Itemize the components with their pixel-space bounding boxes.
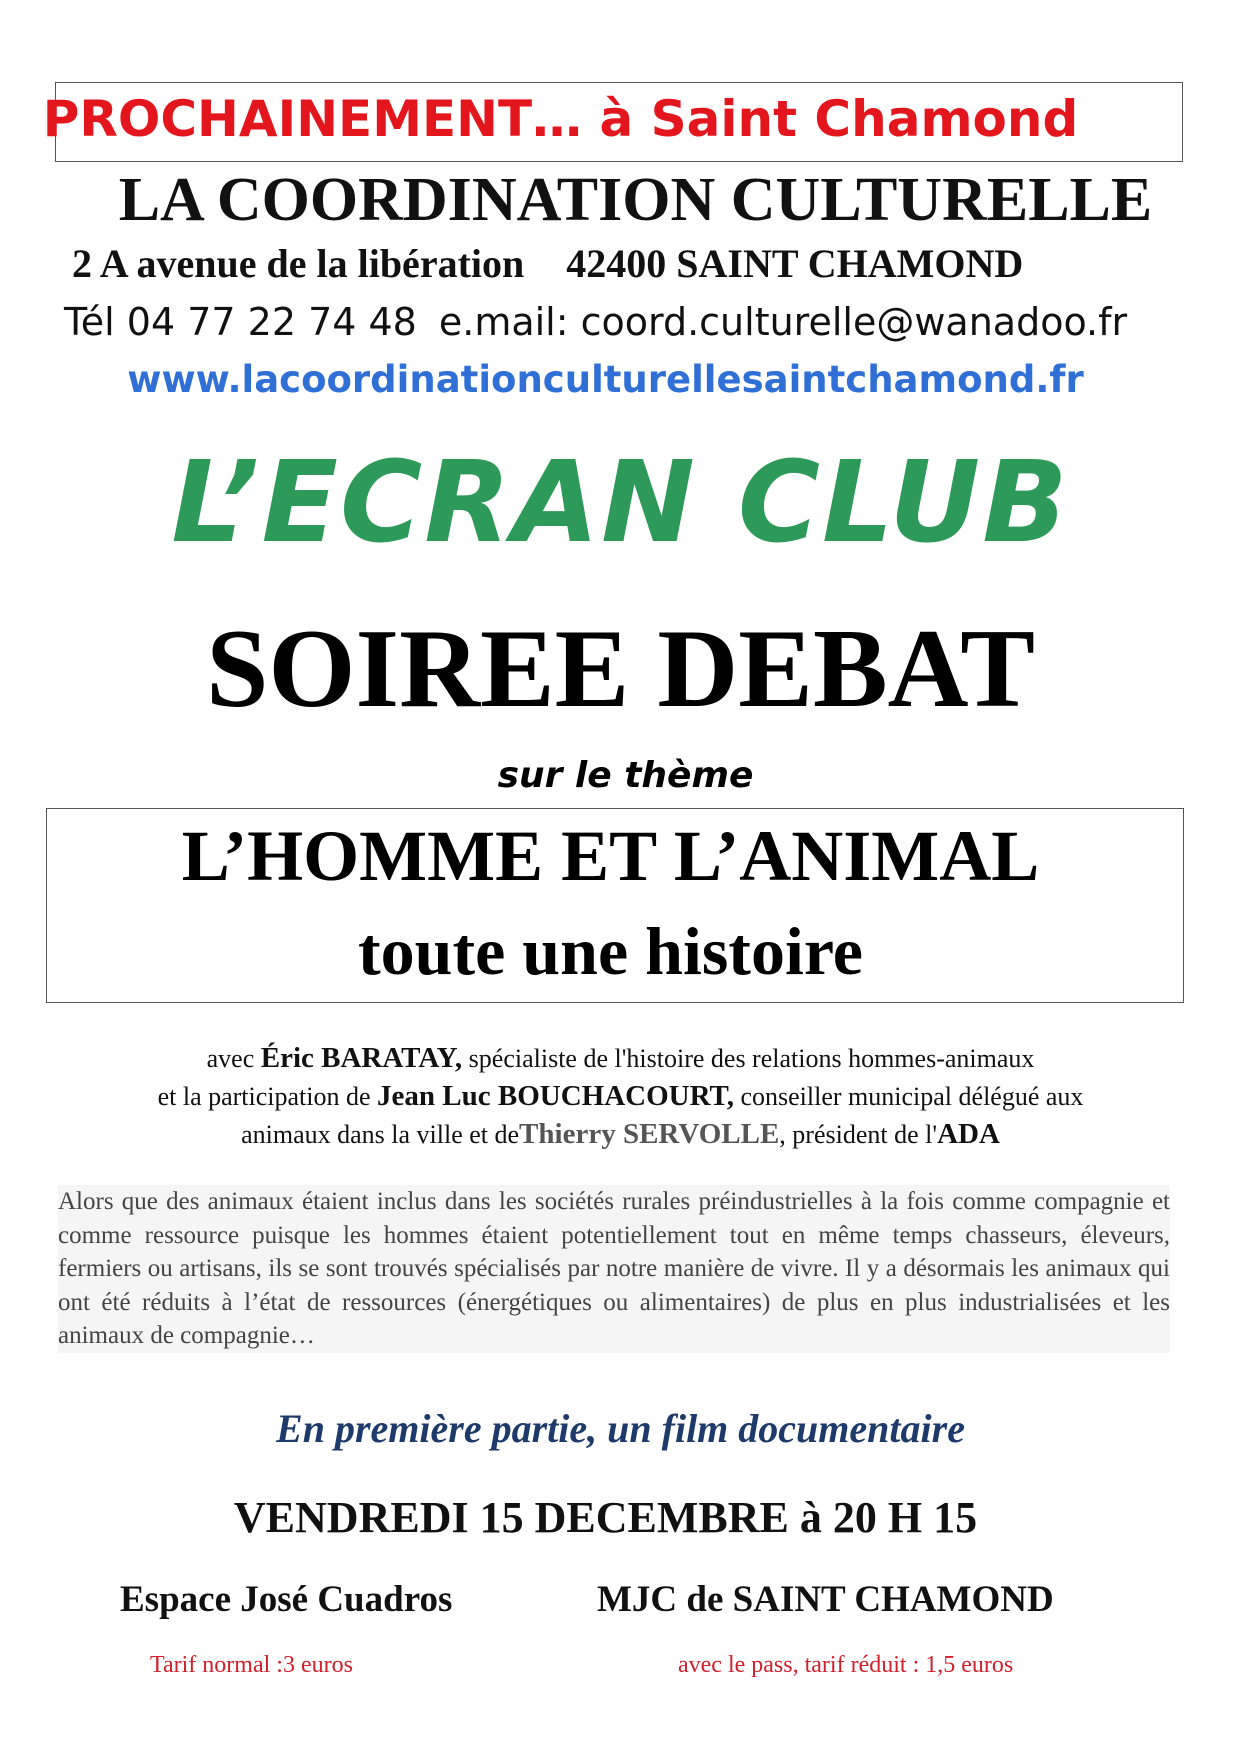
organization-name: LA COORDINATION CULTURELLE: [118, 166, 1153, 234]
organization-address: [72, 240, 1023, 287]
guest-line-1-prefix: avec: [206, 1044, 261, 1073]
guest-1-role: spécialiste de l'histoire des relations hommes-animaux: [462, 1044, 1035, 1073]
venue-name: Espace José Cuadros: [120, 1579, 453, 1620]
guest-line-3-prefix: animaux dans la ville et de: [241, 1120, 520, 1149]
guest-2-role: conseiller municipal délégué aux: [733, 1082, 1084, 1111]
guest-line-2-prefix: et la participation de: [157, 1082, 378, 1111]
guest-line-1: [0, 1042, 1241, 1075]
theme-prefix: sur le thème: [497, 755, 754, 796]
phone-number: Tél 04 77 22 74 48: [64, 300, 417, 344]
guest-3-role: , président de l': [779, 1120, 938, 1149]
guest-line-3: [0, 1118, 1241, 1151]
guest-3-name: Thierry SERVOLLE: [519, 1118, 780, 1150]
theme-title: L’HOMME ET L’ANIMAL: [181, 816, 1040, 896]
address-street: 2 A avenue de la libération: [72, 241, 525, 286]
guest-line-2: [0, 1080, 1241, 1113]
announcement-banner: PROCHAINEMENT… à Saint Chamond: [42, 90, 1079, 148]
venue-organization: MJC de SAINT CHAMOND: [597, 1579, 1054, 1620]
guest-2-name: Jean Luc BOUCHACOURT,: [377, 1080, 734, 1112]
price-normal: Tarif normal :3 euros: [150, 1652, 353, 1678]
theme-subtitle: toute une histoire: [358, 913, 863, 989]
organization-contact: [64, 300, 1127, 344]
event-description: Alors que des animaux étaient inclus dans les sociétés rurales préindustrielles à la fois comme compagnie et comme ressource puisque les hommes étaient potentiellement tout en même temps chasseurs, éleveurs, fermiers ou artisans, ils se sont trouvés spécialisés par notre manière de vivre. Il y a désormais les animaux qui ont été réduits à l’état de ressources (énergétiques ou alimentaires) de plus en plus industrialisées et les animaux de compagnie…: [58, 1185, 1170, 1353]
website-link[interactable]: www.lacoordinationculturellesaintchamond.fr: [127, 358, 1084, 401]
guest-1-name: Éric BARATAY,: [260, 1042, 463, 1074]
email-address[interactable]: e.mail: coord.culturelle@wanadoo.fr: [438, 300, 1128, 344]
event-title: SOIREE DEBAT: [206, 607, 1035, 731]
address-city: 42400 SAINT CHAMOND: [566, 241, 1024, 286]
film-intro: En première partie, un film documentaire: [276, 1406, 965, 1451]
price-reduced: avec le pass, tarif réduit : 1,5 euros: [678, 1652, 1014, 1678]
club-name: L’ECRAN CLUB: [171, 438, 1070, 568]
event-date-time: VENDREDI 15 DECEMBRE à 20 H 15: [233, 1493, 978, 1542]
ada-abbreviation: ADA: [937, 1118, 1000, 1150]
